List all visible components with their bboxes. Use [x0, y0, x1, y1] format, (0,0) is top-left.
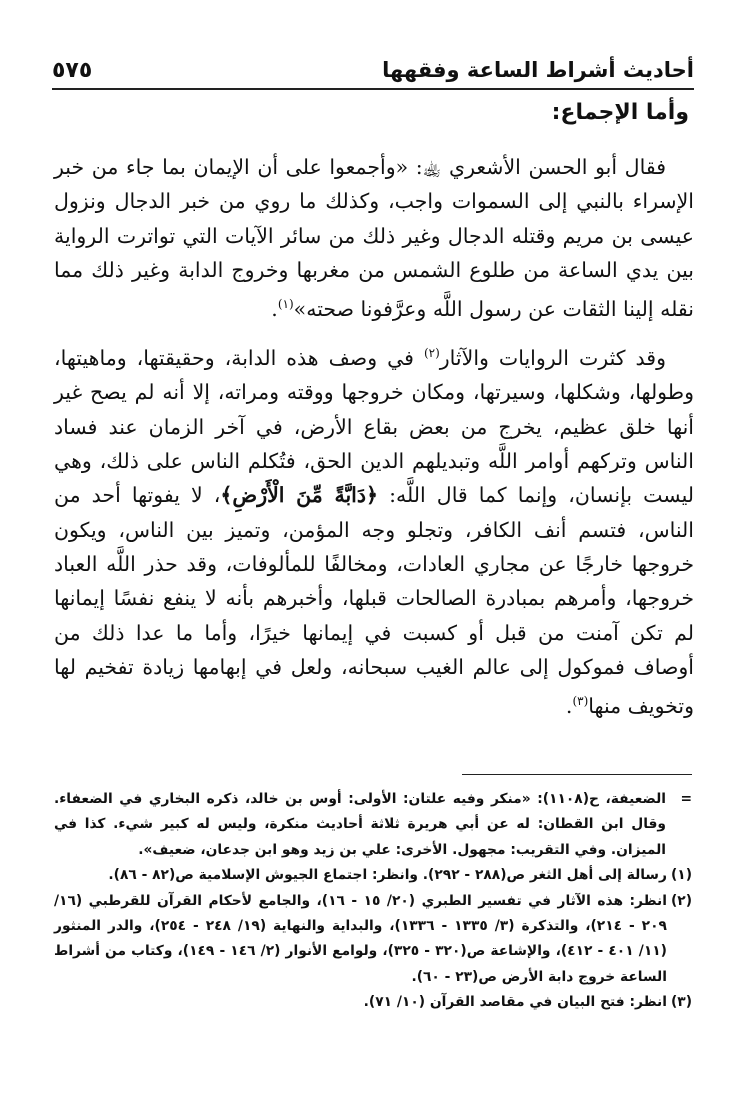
footnote-text: انظر: هذه الآثار في تفسير الطبري (٢٠/ ١٥ - ١٦)، والجامع لأحكام القرآن للقرطبي (١٦/ ٢٠٩ - ٢١٤)، والتذكرة (٣/ ١٣٣٥ - ١٣٣٦)، والبداية والنهاية (١٩/ ٢٤٨ - ٢٥٤)، والدر المنثور (١١/ ٤٠١ - ٤١٢)، والإشاعة ص(٣٢٠ - ٣٢٥)، ولوامع الأنوار (٢/ ١٤٦ - ١٤٩)، وكتاب من أشراط الساعة خروج دابة الأرض ص(٢٣ - ٦٠). [54, 892, 667, 985]
footnote-continuation [54, 787, 692, 863]
footnote-number: (٢) [670, 892, 692, 909]
paragraph-text: فقال أبو الحسن الأشعري ﵀: «وأجمعوا على أن الإيمان بما جاء من خبر الإسراء بالنبي إلى السموات واجب، وكذلك ما روي من خبر الدجال ونزول عيسى بن مريم وقتله الدجال وغير ذلك من سائر الآيات التي تواترت الرواية بين يدي الساعة من طلوع الشمس من مغربها وخروج الدابة وغير ذلك مما نقله إلينا الثقات عن رسول اللَّه وعرَّفونا صحته» [54, 155, 694, 322]
footnote-3 [54, 990, 692, 1015]
footnote-divider [462, 774, 692, 775]
footnote-1 [54, 863, 692, 888]
paragraph-consensus [54, 150, 694, 326]
paragraph-beast [54, 336, 694, 723]
quran-quote: ﴿دَابَّةً مِّنَ الْأَرْضِ﴾ [220, 483, 379, 508]
footnotes [54, 787, 692, 1016]
footnote-number: (١) [670, 867, 692, 884]
footnote-text: انظر: فتح البيان في مقاصد القرآن (١٠/ ٧١). [363, 994, 667, 1011]
footnote-text: رسالة إلى أهل الثغر ص(٢٨٨ - ٢٩٢). وانظر: اجتماع الجيوش الإسلامية ص(٨٢ - ٨٦). [108, 867, 667, 884]
section-title: وأما الإجماع: [551, 100, 689, 125]
paragraph-end: . [565, 693, 573, 718]
paragraph-text: ، لا يفوتها أحد من الناس، فتسم أنف الكافر، وتجلو وجه المؤمن، وتميز بين الناس، ويكون خروجها خارجًا عن مجاري العادات، ومخالفًا للمألوفات، وقد حذر اللَّه العباد خروجها، وأمرهم بمبادرة الصالحات قبلها، وأخبرهم بأنه لا ينفع نفسًا إيمانها لم تكن آمنت من قبل أو كسبت في إيمانها خيرًا، وأما ما عدا ذلك من أوصاف فموكول إلى عالم الغيب سبحانه، ولعل في إبهامها زيادة تفخيم لها وتخويف منها [54, 483, 694, 718]
footnote-ref-2[interactable]: (٢) [423, 346, 440, 361]
footnote-number: (٣) [670, 994, 692, 1011]
footnote-2 [54, 889, 692, 991]
footnote-text: الضعيفة، ح(١١٠٨): «منكر وفيه علتان: الأولى: أوس بن خالد، ذكره البخاري في الضعفاء. وقال ابن القطان: له عن أبي هريرة ثلاثة أحاديث منكرة، وليس له كبير شيء. كذا في الميزان. وفي التقريب: مجهول. الأخرى: علي بن زيد وهو ابن جدعان، ضعيف». [54, 791, 667, 858]
running-title: أحاديث أشراط الساعة وفقهها [382, 58, 694, 82]
body-text [54, 150, 694, 723]
footnote-ref-3[interactable]: (٣) [572, 694, 589, 709]
page-header [52, 52, 694, 88]
paragraph-end: . [271, 297, 278, 322]
footnote-ref-1[interactable]: (١) [277, 297, 294, 312]
paragraph-text: في وصف هذه الدابة، وحقيقتها، وماهيتها، وطولها، وشكلها، وسيرتها، ومكان خروجها ووقته ومراته، إلا أنه لم يصح غير أنها خلق عظيم، يخرج من بعض بقاع الأرض، في آخر الزمان عند فساد الناس وتركهم أوامر اللَّه وتبديلهم الدين الحق، فتُكلم الناس على ذلك، وهي ليست بإنسان، وإنما كما قال اللَّه: [54, 346, 695, 508]
continuation-mark: = [680, 791, 692, 807]
header-rule [52, 88, 694, 90]
page-number: ٥٧٥ [52, 57, 93, 83]
paragraph-text: وقد كثرت الروايات والآثار [439, 346, 666, 371]
